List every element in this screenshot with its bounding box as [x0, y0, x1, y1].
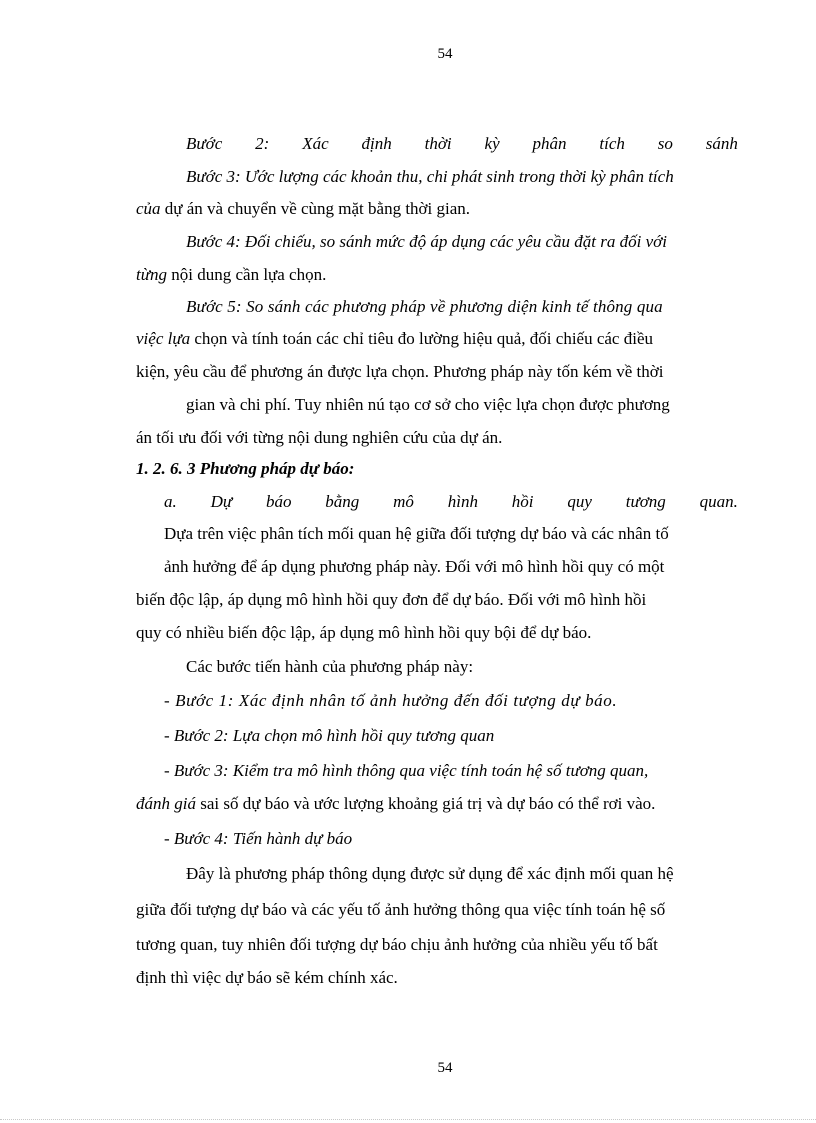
list-item-step-3-text: sai số dự báo và ước lượng khoảng giá trị và dự báo có thể rơi vào. — [195, 794, 656, 813]
justified-word: bằng — [325, 492, 360, 511]
subsection-a-title — [164, 491, 738, 513]
list-item-step-3-italic: đánh giá — [136, 794, 196, 813]
justified-word: quy — [567, 492, 592, 511]
paragraph-line: án tối ưu đối với từng nội dung nghiên cứu của dự án. — [136, 428, 503, 447]
page-number-top: 54 — [437, 46, 453, 62]
page-bottom-divider — [0, 1119, 816, 1120]
justified-word: báo — [265, 492, 292, 511]
justified-word: Xác — [302, 134, 329, 153]
paragraph-line: biến độc lập, áp dụng mô hình hồi quy đơn để dự báo. Đối với mô hình hồi — [136, 590, 647, 609]
justified-word: hồi — [511, 492, 534, 511]
justified-word: phân — [532, 134, 567, 153]
paragraph-line: định thì việc dự báo sẽ kém chính xác. — [136, 968, 398, 987]
list-item-step-4: - Bước 4: Tiến hành dự báo — [164, 829, 353, 848]
paragraph-line: gian và chi phí. Tuy nhiên nú tạo cơ sở cho việc lựa chọn được phương — [186, 395, 670, 414]
list-item-step-3: - Bước 3: Kiểm tra mô hình thông qua việc tính toán hệ số tương quan, — [164, 761, 649, 780]
paragraph-line: Đây là phương pháp thông dụng được sử dụng để xác định mối quan hệ — [186, 864, 674, 883]
justified-word: Bước — [186, 134, 223, 153]
step-3-continuation-italic: của — [136, 199, 161, 218]
step-4-continuation-text: nội dung cần lựa chọn. — [167, 265, 327, 284]
justified-word: a. — [164, 492, 177, 511]
justified-word: hình — [447, 492, 478, 511]
step-4-continuation — [136, 264, 326, 286]
justified-word: tương — [625, 492, 666, 511]
paragraph-line: Dựa trên việc phân tích mối quan hệ giữa đối tượng dự báo và các nhân tố — [164, 524, 669, 543]
paragraph-line: ảnh hưởng để áp dụng phương pháp này. Đối với mô hình hồi quy có một — [164, 557, 665, 576]
paragraph-line: kiện, yêu cầu để phương án được lựa chọn. Phương pháp này tốn kém về thời — [136, 362, 664, 381]
paragraph-line: giữa đối tượng dự báo và các yếu tố ảnh hưởng thông qua việc tính toán hệ số — [136, 900, 666, 919]
list-item-step-3-continuation — [136, 793, 655, 815]
step-3-continuation — [136, 198, 470, 220]
justified-word: 2: — [255, 134, 270, 153]
justified-word: so — [657, 134, 673, 153]
step-4-continuation-italic: từng — [136, 265, 167, 284]
step-5-continuation-text: chọn và tính toán các chỉ tiêu đo lường hiệu quả, đối chiếu các điều — [190, 329, 653, 348]
justified-word: thời — [424, 134, 452, 153]
justified-word: định — [361, 134, 392, 153]
justified-word: Dự — [210, 492, 233, 511]
justified-word: quan. — [699, 492, 738, 511]
paragraph-line: tương quan, tuy nhiên đối tượng dự báo chịu ảnh hưởng của nhiều yếu tố bất — [136, 935, 658, 954]
justified-word: kỳ — [484, 134, 500, 153]
paragraph-line: Các bước tiến hành của phương pháp này: — [186, 657, 474, 676]
step-3-line: Bước 3: Ước lượng các khoản thu, chi phát sinh trong thời kỳ phân tích — [186, 167, 674, 186]
section-heading: 1. 2. 6. 3 Phương pháp dự báo: — [136, 459, 355, 478]
justified-word: mô — [393, 492, 414, 511]
step-3-continuation-text: dự án và chuyển về cùng mặt bằng thời gian. — [160, 199, 471, 218]
step-2-line — [186, 133, 738, 155]
justified-word: tích — [599, 134, 625, 153]
justified-word: sánh — [705, 134, 738, 153]
list-item-step-1: - Bước 1: Xác định nhân tố ảnh hưởng đến đối tượng dự báo. — [164, 691, 618, 710]
list-item-step-2: - Bước 2: Lựa chọn mô hình hồi quy tương quan — [164, 726, 495, 745]
step-5-continuation-italic: việc lựa — [136, 329, 191, 348]
page-number-bottom: 54 — [437, 1060, 453, 1076]
paragraph-line: quy có nhiều biến độc lập, áp dụng mô hình hồi quy bội để dự báo. — [136, 623, 592, 642]
step-5-continuation — [136, 328, 653, 350]
step-5-line: Bước 5: So sánh các phương pháp về phương diện kinh tế thông qua — [186, 297, 663, 316]
step-4-line: Bước 4: Đối chiếu, so sánh mức độ áp dụng các yêu cầu đặt ra đối với — [186, 232, 667, 251]
